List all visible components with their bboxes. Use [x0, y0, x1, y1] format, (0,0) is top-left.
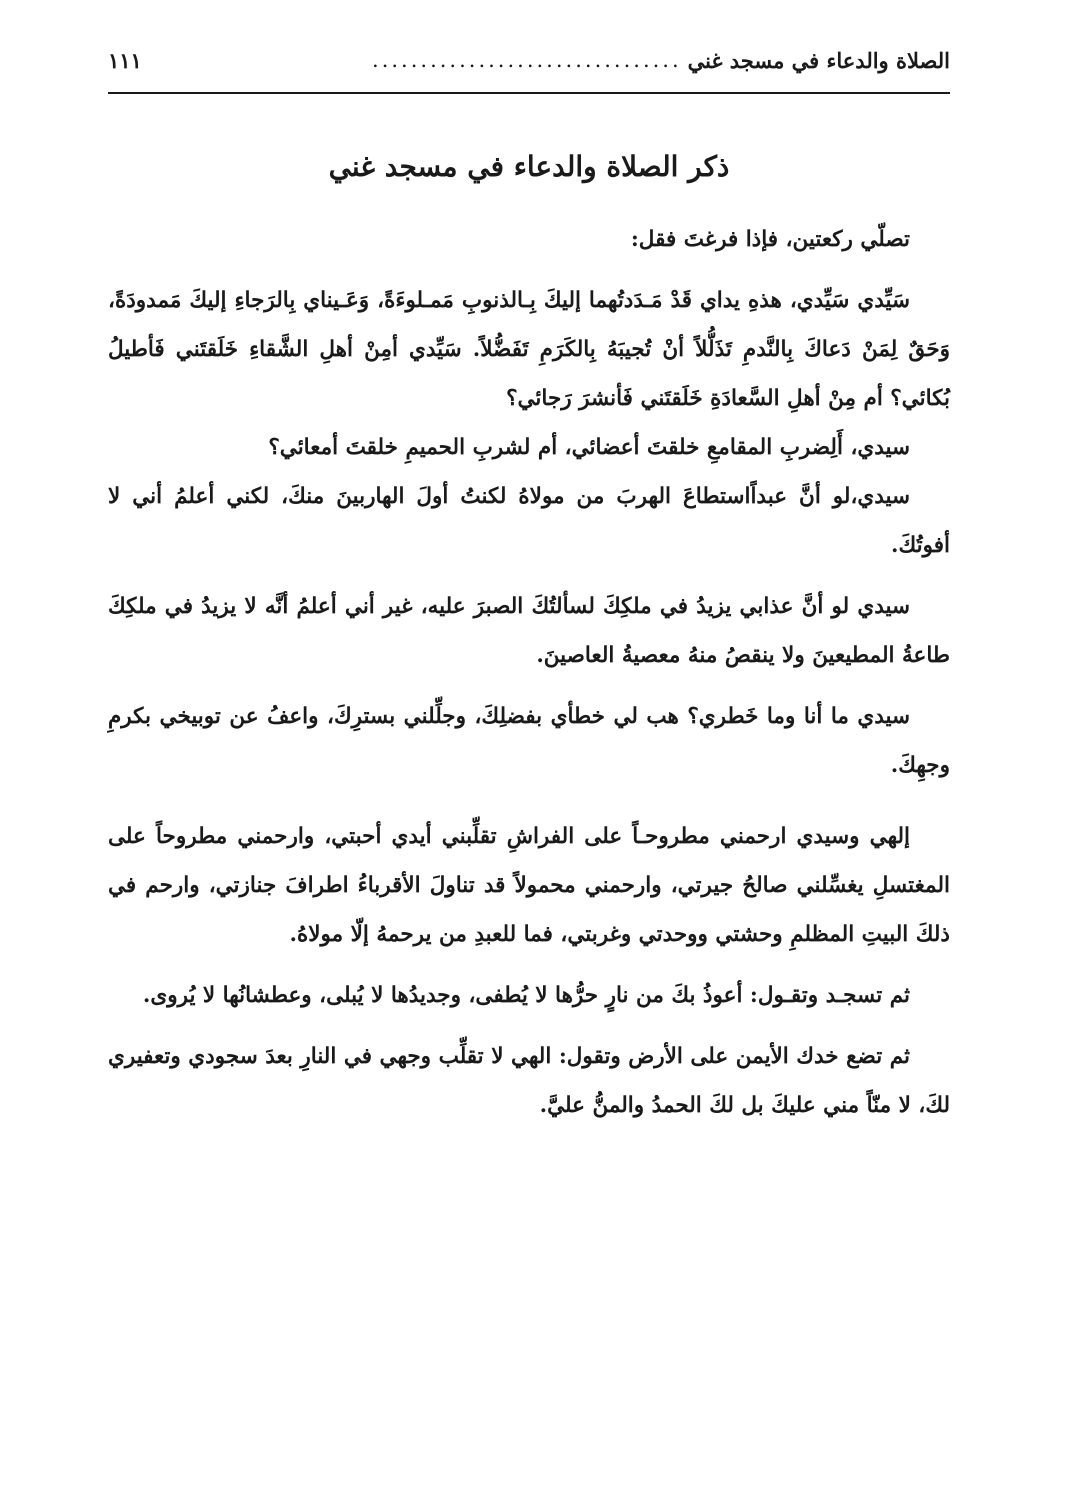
paragraph: ثم تضع خدك الأيمن على الأرض وتقول: الهي لا تقلِّب وجهي في النارِ بعدَ سجودي وتعفيري لكَ، لا منّاً مني عليكَ بل لكَ الحمدُ والمنُّ عليَّ. [108, 1044, 950, 1118]
paragraph: سيدي، أَلِضربِ المقامعِ خلقتَ أعضائي، أم لشربِ الحميمِ خلقتَ أمعائي؟ [268, 435, 910, 460]
paragraph: ثم تسجـد وتقـول: أعوذُ بكَ من نارٍ حرُّها لا يُطفى، وجديدُها لا يُبلى، وعطشانُها لا يُروى. [142, 983, 910, 1008]
paragraph: سيدي لو أنَّ عذابي يزيدُ في ملكِكَ لسألتُكَ الصبرَ عليه، غير أني أعلمُ أنَّه لا يزيدُ في ملكِكَ طاعةُ المطيعينَ ولا ينقصُ منهُ معصيةُ العاصينَ. [108, 594, 950, 668]
body-text [108, 215, 950, 1130]
paragraph: سيدي،لو أنَّ عبداًاستطاعَ الهربَ من مولاهُ لكنتُ أولَ الهاربينَ منكَ، لكني أعلمُ أني لا أفوتُكَ. [108, 484, 950, 558]
paragraph: سَيِّدي سَيِّدي، هذهِ يداي قَدْ مَـدَدتُهما إليكَ بِـالذنوبِ مَمـلوءَةً، وَعَـيناي بِالرَجاءِ إليكَ مَمدودَةً، وَحَقٌ لِمَنْ دَعاكَ بِالنَّدمِ تَذَلُّلاً أنْ تُجيبَهُ بِالكَرَمِ تَفَضُّلاً. سَيِّدي أمِنْ أهلِ الشَّقاءِ خَلَقتَني فَأطيلُ بُكائي؟ أم مِنْ أهلِ السَّعادَةِ خَلَقتَني فَأنشرَ رَجائي؟ [108, 288, 950, 411]
paragraph: سيدي ما أنا وما خَطري؟ هب لي خطأي بفضلِكَ، وجلِّلني بسترِكَ، واعفُ عن توبيخي بكرمِ وجهِكَ. [108, 704, 950, 778]
section-title: ذكر الصلاة والدعاء في مسجد غني [328, 150, 730, 183]
running-title: الصلاة والدعاء في مسجد غني [687, 47, 950, 73]
header-rule [108, 92, 950, 94]
paragraph: تصلّي ركعتين، فإذا فرغتَ فقل: [630, 227, 910, 252]
page-number: ١١١ [108, 47, 142, 73]
running-header [108, 40, 950, 80]
paragraph: إلهي وسيدي ارحمني مطروحـاً على الفراشِ تقلِّبني أيدي أحبتي، وارحمني مطروحاً على المغتسلِ يغسِّلني صالحُ جيرتي، وارحمني محمولاً قد تناولَ الأقرباءُ اطرافَ جنازتي، وارحم في ذلكَ البيتِ المظلمِ وحشتي ووحدتي وغربتي، فما للعبدِ من يرحمهُ إلّا مولاهُ. [108, 824, 950, 947]
leader-dots: ................................ [372, 48, 682, 72]
